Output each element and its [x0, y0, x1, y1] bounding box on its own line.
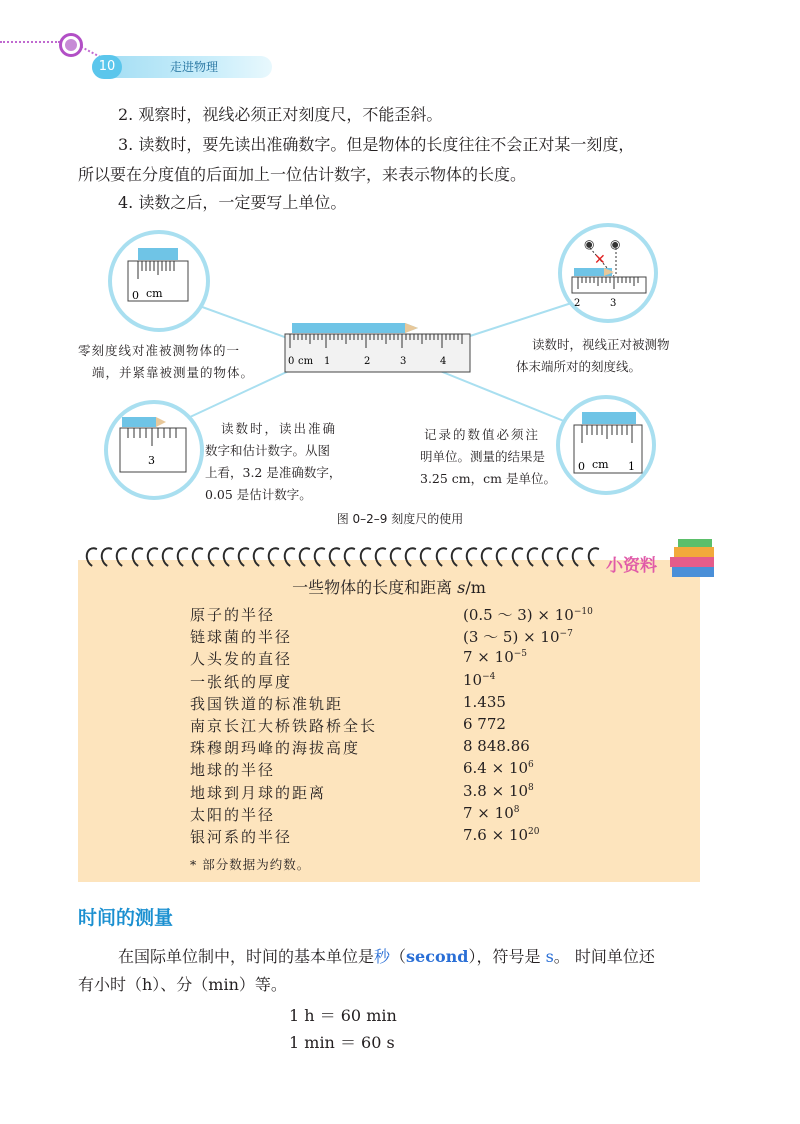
ruler-label-1: 1 — [324, 356, 331, 367]
chapter-title: 走进物理 — [170, 60, 219, 74]
header-ring-icon — [59, 33, 83, 57]
caption-line: 0.05 是估计数字。 — [205, 487, 312, 502]
caption-line: 零刻度线对准被测物体的一 — [78, 343, 241, 358]
value-base: 10 — [463, 670, 483, 689]
section-line-2: 有小时（h）、分（min）等。 — [78, 975, 287, 994]
page-number: 10 — [92, 55, 122, 79]
value-base: (0.5 ～ 3) × 10 — [463, 606, 574, 624]
info-row-name: 原子的半径 — [190, 606, 276, 624]
info-row-value — [463, 826, 540, 844]
zoom-ruler-sight — [566, 234, 652, 310]
value-base: 1.435 — [463, 692, 506, 711]
caption-reading — [205, 418, 341, 506]
section-line-1 — [118, 942, 655, 972]
paragraph-3-line-1: 3. 读数时，要先读出准确数字。但是物体的长度往往不会正对某一刻度， — [118, 135, 635, 154]
eye-icon-right: ◉ — [610, 237, 621, 251]
tl-label-cm: cm — [146, 287, 163, 300]
equation-hour: 1 h ＝ 60 min — [289, 1006, 397, 1025]
caption-record — [420, 424, 556, 490]
info-row-name: 地球到月球的距离 — [190, 783, 327, 802]
cross-icon: ✕ — [594, 252, 606, 268]
value-exponent: −4 — [482, 671, 496, 682]
main-ruler — [280, 318, 475, 378]
figure-title: 图 0–2–9 刻度尺的使用 — [336, 512, 464, 526]
info-row-name: 南京长江大桥铁路桥全长 — [190, 717, 378, 735]
paragraph-2: 2. 观察时，视线必须正对刻度尺，不能歪斜。 — [118, 105, 443, 124]
info-box — [78, 560, 700, 882]
value-base: 7 × 10 — [463, 803, 514, 822]
value-exponent: 8 — [528, 782, 534, 793]
value-exponent: 20 — [528, 827, 540, 837]
info-box-title — [78, 575, 700, 598]
info-row-value — [463, 693, 506, 711]
info-row-name: 一张纸的厚度 — [190, 672, 293, 691]
caption-line: 记录的数值必须注 — [424, 427, 541, 442]
info-row-value — [463, 715, 506, 733]
caption-line: 明单位。测量的结果是 — [420, 449, 546, 464]
value-base: 6 772 — [463, 715, 506, 733]
value-exponent: −7 — [559, 629, 573, 640]
connector-line-tr — [470, 301, 575, 337]
equation-minute: 1 min ＝ 60 s — [289, 1033, 395, 1052]
bl-label-3: 3 — [148, 454, 155, 467]
text: 在国际单位制中，时间的基本单位是 — [118, 947, 375, 966]
caption-line: 数字和估计数字。从图 — [205, 443, 331, 458]
info-row-name: 人头发的直径 — [190, 650, 293, 669]
value-exponent: −10 — [573, 607, 593, 617]
value-exponent: 6 — [528, 760, 534, 771]
value-base: 3.8 × 10 — [463, 781, 529, 800]
pencil-tip — [156, 417, 166, 427]
info-row-name: 我国铁道的标准轨距 — [190, 694, 344, 713]
info-row-name: 地球的半径 — [190, 761, 276, 780]
info-row-value — [463, 782, 534, 800]
zoom-ruler-unit — [568, 410, 648, 484]
value-base: 8 848.86 — [463, 737, 530, 756]
br-label-1: 1 — [628, 460, 635, 473]
object-bar — [122, 417, 156, 427]
title-text: 一些物体的长度和距离 — [292, 578, 458, 597]
value-base: 7.6 × 10 — [463, 826, 529, 844]
object-bar — [582, 412, 636, 424]
value-base: 7 × 10 — [463, 648, 514, 667]
value-base: (3 ～ 5) × 10 — [463, 628, 560, 647]
zoom-ruler-reading — [118, 412, 194, 488]
caption-zero-mark — [78, 340, 254, 384]
tr-label-2: 2 — [574, 298, 581, 309]
ruler-section — [572, 277, 646, 293]
info-badge: 小资料 — [606, 556, 657, 576]
highlight-second-en: second — [406, 947, 469, 966]
info-row-value — [463, 626, 573, 647]
value-exponent: −5 — [513, 649, 528, 660]
ruler-label-cm: cm — [298, 356, 314, 367]
zoom-ruler-zero — [122, 245, 202, 315]
info-row-value — [463, 737, 530, 755]
caption-line: 读数时，读出准确 — [221, 421, 338, 436]
info-row-name: 链球菌的半径 — [190, 628, 293, 647]
caption-line: 端，并紧靠被测量的物体。 — [92, 365, 255, 380]
header-dotted-line — [0, 41, 60, 43]
caption-line: 3.25 cm，cm 是单位。 — [420, 471, 556, 486]
ruler-label-4: 4 — [440, 356, 447, 367]
info-footnote: * 部分数据为约数。 — [190, 857, 311, 872]
tr-label-3: 3 — [610, 298, 617, 309]
info-row-value — [463, 804, 519, 822]
info-row-name: 太阳的半径 — [190, 805, 276, 824]
ruler-label-0: 0 — [288, 356, 295, 367]
text: 。 时间单位还 — [553, 947, 655, 966]
caption-line: 体末端所对的刻度线。 — [516, 359, 642, 374]
caption-line: 上看，3.2 是准确数字， — [205, 465, 342, 480]
info-row-value — [463, 671, 495, 689]
ruler-label-3: 3 — [400, 356, 407, 367]
pencil-body — [292, 323, 418, 333]
br-label-cm: cm — [592, 458, 609, 471]
pencil-tip — [405, 323, 418, 333]
title-unit: /m — [465, 578, 486, 597]
paragraph-4: 4. 读数之后，一定要写上单位。 — [118, 193, 347, 212]
ruler-label-2: 2 — [364, 356, 371, 367]
caption-line: 读数时，视线正对被测物 — [532, 337, 670, 352]
eye-icon-wrong: ◉ — [584, 237, 595, 251]
text: ），符号是 — [468, 947, 546, 966]
info-row-value — [463, 759, 534, 777]
highlight-symbol: s — [545, 947, 554, 966]
info-row-name: 银河系的半径 — [190, 828, 293, 846]
object-bar — [138, 248, 178, 260]
section-heading: 时间的测量 — [78, 907, 174, 929]
text: （ — [390, 947, 407, 966]
tl-label-0: 0 — [132, 289, 139, 302]
info-row-value — [463, 648, 527, 666]
paragraph-3-line-2: 所以要在分度值的后面加上一位估计数字，来表示物体的长度。 — [78, 165, 527, 184]
br-label-0: 0 — [578, 460, 585, 473]
value-base: 6.4 × 10 — [463, 759, 529, 778]
value-exponent: 8 — [513, 804, 520, 815]
info-row-value — [463, 604, 593, 625]
title-variable: s — [457, 578, 466, 597]
caption-sight-line — [516, 334, 670, 378]
highlight-second: 秒 — [374, 947, 391, 966]
info-row-name: 珠穆朗玛峰的海拔高度 — [190, 739, 361, 758]
